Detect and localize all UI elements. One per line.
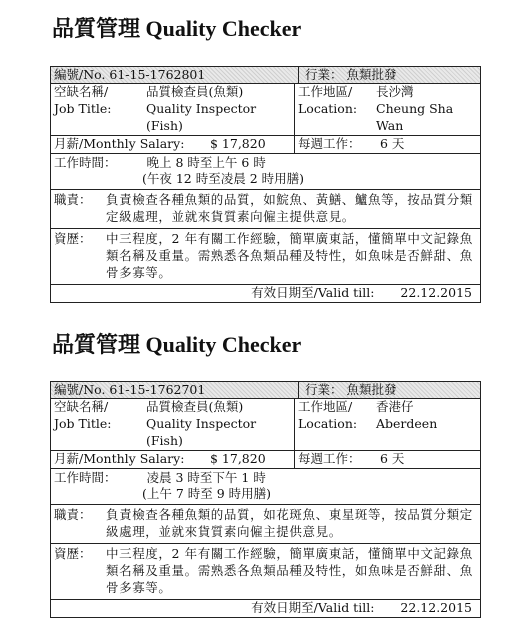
meal-hours: (上午 7 時至 9 時用膳) (142, 486, 272, 502)
requirements: 中三程度，2 年有關工作經驗，簡單廣東話，懂簡單中文記錄魚類名稱及重量。需熟悉各魚類品種及特性，如魚味是否鮮甜、魚骨多寡等。 (106, 546, 473, 595)
days-label: 每週工作： (298, 450, 361, 466)
requirements-label: 資歷： (54, 231, 92, 246)
valid-row (51, 285, 480, 302)
duties: 負責檢查各種魚類的品質，如鯇魚、黃鱔、鱸魚等，按品質分類定級處理，並就來貨質素向僱主提供意見。 (106, 192, 473, 225)
location: Cheung Sha Wan (376, 100, 454, 133)
job-title-label: Job Title: (54, 415, 112, 431)
location-zh-label: 工作地區/ (298, 84, 353, 99)
hours-row (51, 469, 480, 506)
salary: $ 17,820 (210, 450, 266, 466)
job-number: 編號/No. 61-15-1762801 (51, 67, 299, 84)
days: 6 天 (380, 450, 405, 466)
salary-label: 月薪/Monthly Salary: (54, 135, 185, 151)
hours-label: 工作時間： (54, 469, 117, 485)
industry: 行業： 魚類批發 (305, 381, 397, 397)
requirements: 中三程度，2 年有關工作經驗，簡單廣東話，懂簡單中文記錄魚類名稱及重量。需熟悉各魚類品種及特性，如魚味是否鮮甜、魚骨多寡等。 (106, 231, 473, 280)
location-zh: 長沙灣 (376, 84, 414, 99)
job-title-zh: 品質檢查員(魚類) (146, 399, 244, 414)
card-title: 品質管理 Quality Checker (52, 332, 302, 357)
location-label: Location: (298, 415, 358, 431)
valid-label: 有效日期至/Valid till: (251, 284, 375, 300)
duties: 負責檢查各種魚類的品質，如花斑魚、東星斑等，按品質分類定級處理，並就來貨質素向僱主提供意見。 (106, 507, 473, 540)
valid-date: 22.12.2015 (400, 284, 472, 300)
job-title-zh-label: 空缺名稱/ (54, 84, 109, 99)
valid-date: 22.12.2015 (400, 599, 472, 615)
valid-row (51, 600, 480, 617)
meal-hours: (午夜 12 時至凌晨 2 時用膳) (142, 171, 305, 187)
job-title: Quality Inspector (Fish) (146, 415, 257, 448)
duties-row (51, 190, 480, 229)
duties-row (51, 505, 480, 544)
title-location-row (51, 399, 480, 451)
valid-label: 有效日期至/Valid till: (251, 599, 375, 615)
hours: 晚上 8 時至上午 6 時 (146, 154, 266, 170)
job-title: Quality Inspector (Fish) (146, 100, 257, 133)
hours-label: 工作時間： (54, 154, 117, 170)
requirements-row (51, 544, 480, 600)
location-zh: 香港仔 (376, 399, 414, 414)
salary: $ 17,820 (210, 135, 266, 151)
location-zh-label: 工作地區/ (298, 399, 353, 414)
job-title-zh-label: 空缺名稱/ (54, 399, 109, 414)
requirements-row (51, 229, 480, 285)
location-label: Location: (298, 100, 358, 116)
job-title-label: Job Title: (54, 100, 112, 116)
industry: 行業： 魚類批發 (305, 66, 397, 82)
job-card (50, 66, 481, 303)
duties-label: 職責： (54, 192, 92, 208)
days: 6 天 (380, 135, 405, 151)
salary-row (51, 451, 480, 469)
job-title-zh: 品質檢查員(魚類) (146, 84, 244, 99)
job-card (50, 381, 481, 618)
days-label: 每週工作： (298, 135, 361, 151)
hours-row (51, 154, 480, 191)
title-location-row (51, 84, 480, 136)
job-card-header (51, 382, 480, 399)
requirements-label: 資歷： (54, 546, 92, 561)
job-number: 編號/No. 61-15-1762701 (51, 382, 299, 399)
job-card-header (51, 67, 480, 84)
location: Aberdeen (376, 415, 438, 431)
duties-label: 職責： (54, 507, 92, 523)
salary-row (51, 136, 480, 154)
card-title: 品質管理 Quality Checker (52, 16, 302, 41)
salary-label: 月薪/Monthly Salary: (54, 450, 185, 466)
hours: 凌晨 3 時至下午 1 時 (146, 469, 266, 485)
